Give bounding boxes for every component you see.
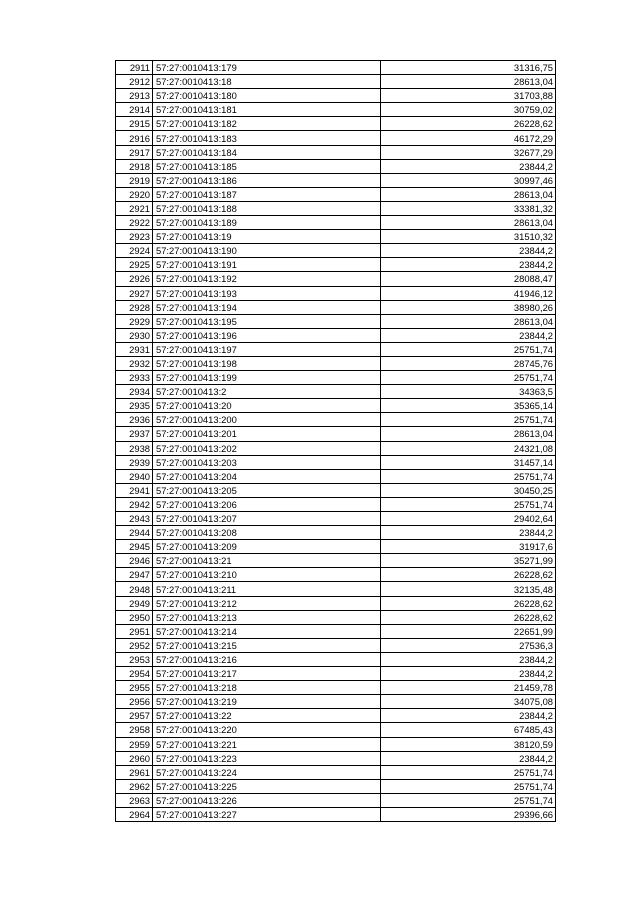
row-number-cell: 2916 [116,131,153,145]
table-row [116,512,556,526]
value-cell: 35365,14 [381,399,556,413]
cadastral-number-cell: 57:27:0010413:194 [153,300,381,314]
cadastral-number-cell: 57:27:0010413:223 [153,751,381,765]
cadastral-number-cell: 57:27:0010413:209 [153,540,381,554]
value-cell: 34075,08 [381,695,556,709]
table-row [116,159,556,173]
table-row [116,371,556,385]
table-row [116,455,556,469]
cadastral-number-cell: 57:27:0010413:22 [153,709,381,723]
table-row [116,723,556,737]
table-row [116,216,556,230]
value-cell: 28088,47 [381,272,556,286]
cadastral-number-cell: 57:27:0010413:199 [153,371,381,385]
table-row [116,230,556,244]
value-cell: 25751,74 [381,765,556,779]
cadastral-number-cell: 57:27:0010413:181 [153,103,381,117]
cadastral-number-cell: 57:27:0010413:187 [153,187,381,201]
table-row [116,807,556,821]
value-cell: 23844,2 [381,526,556,540]
row-number-cell: 2948 [116,582,153,596]
cadastral-number-cell: 57:27:0010413:227 [153,807,381,821]
value-cell: 25751,74 [381,497,556,511]
row-number-cell: 2933 [116,371,153,385]
cadastral-number-cell: 57:27:0010413:191 [153,258,381,272]
cadastral-number-cell: 57:27:0010413:196 [153,328,381,342]
row-number-cell: 2956 [116,695,153,709]
row-number-cell: 2918 [116,159,153,173]
value-cell: 30450,25 [381,483,556,497]
row-number-cell: 2940 [116,469,153,483]
row-number-cell: 2959 [116,737,153,751]
value-cell: 28745,76 [381,356,556,370]
table-row [116,610,556,624]
value-cell: 38980,26 [381,300,556,314]
table-row [116,793,556,807]
value-cell: 23844,2 [381,258,556,272]
cadastral-number-cell: 57:27:0010413:220 [153,723,381,737]
cadastral-number-cell: 57:27:0010413:225 [153,779,381,793]
value-cell: 26228,62 [381,596,556,610]
value-cell: 25751,74 [381,371,556,385]
cadastral-number-cell: 57:27:0010413:192 [153,272,381,286]
value-cell: 28613,04 [381,314,556,328]
table-row [116,385,556,399]
table-row [116,314,556,328]
row-number-cell: 2944 [116,526,153,540]
table-body [116,61,556,822]
cadastral-number-cell: 57:27:0010413:179 [153,61,381,75]
table-row [116,399,556,413]
row-number-cell: 2939 [116,455,153,469]
cadastral-number-cell: 57:27:0010413:224 [153,765,381,779]
table-row [116,75,556,89]
row-number-cell: 2931 [116,342,153,356]
table-row [116,328,556,342]
value-cell: 26228,62 [381,568,556,582]
value-cell: 27536,3 [381,638,556,652]
table-row [116,765,556,779]
cadastral-number-cell: 57:27:0010413:214 [153,624,381,638]
value-cell: 30997,46 [381,173,556,187]
cadastral-number-cell: 57:27:0010413:203 [153,455,381,469]
cadastral-number-cell: 57:27:0010413:208 [153,526,381,540]
cadastral-number-cell: 57:27:0010413:221 [153,737,381,751]
table-row [116,286,556,300]
cadastral-number-cell: 57:27:0010413:189 [153,216,381,230]
value-cell: 31316,75 [381,61,556,75]
value-cell: 30759,02 [381,103,556,117]
value-cell: 22651,99 [381,624,556,638]
table-row [116,483,556,497]
value-cell: 25751,74 [381,342,556,356]
row-number-cell: 2943 [116,512,153,526]
cadastral-number-cell: 57:27:0010413:215 [153,638,381,652]
cadastral-number-cell: 57:27:0010413:190 [153,244,381,258]
table-row [116,596,556,610]
row-number-cell: 2936 [116,413,153,427]
cadastral-number-cell: 57:27:0010413:180 [153,89,381,103]
value-cell: 28613,04 [381,216,556,230]
table-row [116,667,556,681]
cadastral-number-cell: 57:27:0010413:185 [153,159,381,173]
value-cell: 28613,04 [381,75,556,89]
cadastral-number-cell: 57:27:0010413:188 [153,201,381,215]
row-number-cell: 2932 [116,356,153,370]
cadastral-number-cell: 57:27:0010413:183 [153,131,381,145]
row-number-cell: 2947 [116,568,153,582]
table-row [116,201,556,215]
row-number-cell: 2957 [116,709,153,723]
value-cell: 67485,43 [381,723,556,737]
value-cell: 31917,6 [381,540,556,554]
value-cell: 23844,2 [381,244,556,258]
table-row [116,117,556,131]
cadastral-number-cell: 57:27:0010413:226 [153,793,381,807]
value-cell: 25751,74 [381,793,556,807]
table-row [116,356,556,370]
value-cell: 38120,59 [381,737,556,751]
value-cell: 26228,62 [381,117,556,131]
cadastral-number-cell: 57:27:0010413:20 [153,399,381,413]
row-number-cell: 2949 [116,596,153,610]
row-number-cell: 2912 [116,75,153,89]
table-row [116,638,556,652]
table-row [116,779,556,793]
row-number-cell: 2953 [116,652,153,666]
cadastral-number-cell: 57:27:0010413:204 [153,469,381,483]
table-row [116,413,556,427]
cadastral-number-cell: 57:27:0010413:182 [153,117,381,131]
value-cell: 23844,2 [381,709,556,723]
value-cell: 32677,29 [381,145,556,159]
value-cell: 23844,2 [381,652,556,666]
row-number-cell: 2930 [116,328,153,342]
value-cell: 26228,62 [381,610,556,624]
row-number-cell: 2915 [116,117,153,131]
cadastral-number-cell: 57:27:0010413:18 [153,75,381,89]
value-cell: 29396,66 [381,807,556,821]
table-row [116,131,556,145]
value-cell: 28613,04 [381,187,556,201]
table-row [116,681,556,695]
row-number-cell: 2928 [116,300,153,314]
table-row [116,272,556,286]
cadastral-number-cell: 57:27:0010413:219 [153,695,381,709]
row-number-cell: 2926 [116,272,153,286]
row-number-cell: 2942 [116,497,153,511]
cadastral-number-cell: 57:27:0010413:2 [153,385,381,399]
row-number-cell: 2938 [116,441,153,455]
table-row [116,342,556,356]
table-row [116,244,556,258]
value-cell: 33381,32 [381,201,556,215]
table-row [116,89,556,103]
cadastral-number-cell: 57:27:0010413:216 [153,652,381,666]
cadastral-number-cell: 57:27:0010413:205 [153,483,381,497]
cadastral-number-cell: 57:27:0010413:201 [153,427,381,441]
cadastral-number-cell: 57:27:0010413:198 [153,356,381,370]
value-cell: 46172,29 [381,131,556,145]
value-cell: 25751,74 [381,779,556,793]
value-cell: 23844,2 [381,328,556,342]
row-number-cell: 2913 [116,89,153,103]
cadastral-number-cell: 57:27:0010413:186 [153,173,381,187]
row-number-cell: 2958 [116,723,153,737]
row-number-cell: 2941 [116,483,153,497]
row-number-cell: 2934 [116,385,153,399]
cadastral-number-cell: 57:27:0010413:217 [153,667,381,681]
cadastral-value-table [115,60,556,822]
row-number-cell: 2924 [116,244,153,258]
table-row [116,145,556,159]
value-cell: 32135,48 [381,582,556,596]
table-row [116,624,556,638]
cadastral-number-cell: 57:27:0010413:200 [153,413,381,427]
cadastral-number-cell: 57:27:0010413:202 [153,441,381,455]
table-row [116,469,556,483]
cadastral-number-cell: 57:27:0010413:211 [153,582,381,596]
table-row [116,258,556,272]
row-number-cell: 2925 [116,258,153,272]
value-cell: 34363,5 [381,385,556,399]
row-number-cell: 2911 [116,61,153,75]
cadastral-number-cell: 57:27:0010413:206 [153,497,381,511]
cadastral-number-cell: 57:27:0010413:212 [153,596,381,610]
row-number-cell: 2923 [116,230,153,244]
row-number-cell: 2955 [116,681,153,695]
table-row [116,695,556,709]
table-row [116,568,556,582]
row-number-cell: 2963 [116,793,153,807]
value-cell: 29402,64 [381,512,556,526]
value-cell: 31703,88 [381,89,556,103]
value-cell: 31510,32 [381,230,556,244]
row-number-cell: 2961 [116,765,153,779]
row-number-cell: 2927 [116,286,153,300]
cadastral-number-cell: 57:27:0010413:210 [153,568,381,582]
table-row [116,103,556,117]
row-number-cell: 2951 [116,624,153,638]
row-number-cell: 2945 [116,540,153,554]
cadastral-number-cell: 57:27:0010413:213 [153,610,381,624]
table-row [116,300,556,314]
table-row [116,497,556,511]
value-cell: 41946,12 [381,286,556,300]
row-number-cell: 2935 [116,399,153,413]
table-row [116,652,556,666]
table-row [116,427,556,441]
row-number-cell: 2929 [116,314,153,328]
row-number-cell: 2920 [116,187,153,201]
row-number-cell: 2952 [116,638,153,652]
value-cell: 24321,08 [381,441,556,455]
value-cell: 23844,2 [381,159,556,173]
table-row [116,187,556,201]
table-row [116,737,556,751]
cadastral-number-cell: 57:27:0010413:197 [153,342,381,356]
table-row [116,441,556,455]
table-row [116,709,556,723]
table-row [116,61,556,75]
table-row [116,173,556,187]
cadastral-number-cell: 57:27:0010413:193 [153,286,381,300]
value-cell: 35271,99 [381,554,556,568]
row-number-cell: 2962 [116,779,153,793]
row-number-cell: 2954 [116,667,153,681]
table-row [116,540,556,554]
row-number-cell: 2919 [116,173,153,187]
table-row [116,582,556,596]
cadastral-number-cell: 57:27:0010413:207 [153,512,381,526]
row-number-cell: 2937 [116,427,153,441]
cadastral-number-cell: 57:27:0010413:21 [153,554,381,568]
value-cell: 25751,74 [381,413,556,427]
table-row [116,751,556,765]
row-number-cell: 2917 [116,145,153,159]
value-cell: 31457,14 [381,455,556,469]
cadastral-number-cell: 57:27:0010413:218 [153,681,381,695]
cadastral-number-cell: 57:27:0010413:184 [153,145,381,159]
table-row [116,526,556,540]
table-row [116,554,556,568]
row-number-cell: 2960 [116,751,153,765]
row-number-cell: 2922 [116,216,153,230]
row-number-cell: 2946 [116,554,153,568]
cadastral-number-cell: 57:27:0010413:195 [153,314,381,328]
value-cell: 21459,78 [381,681,556,695]
value-cell: 23844,2 [381,667,556,681]
row-number-cell: 2950 [116,610,153,624]
value-cell: 25751,74 [381,469,556,483]
value-cell: 23844,2 [381,751,556,765]
row-number-cell: 2914 [116,103,153,117]
row-number-cell: 2964 [116,807,153,821]
row-number-cell: 2921 [116,201,153,215]
value-cell: 28613,04 [381,427,556,441]
cadastral-number-cell: 57:27:0010413:19 [153,230,381,244]
